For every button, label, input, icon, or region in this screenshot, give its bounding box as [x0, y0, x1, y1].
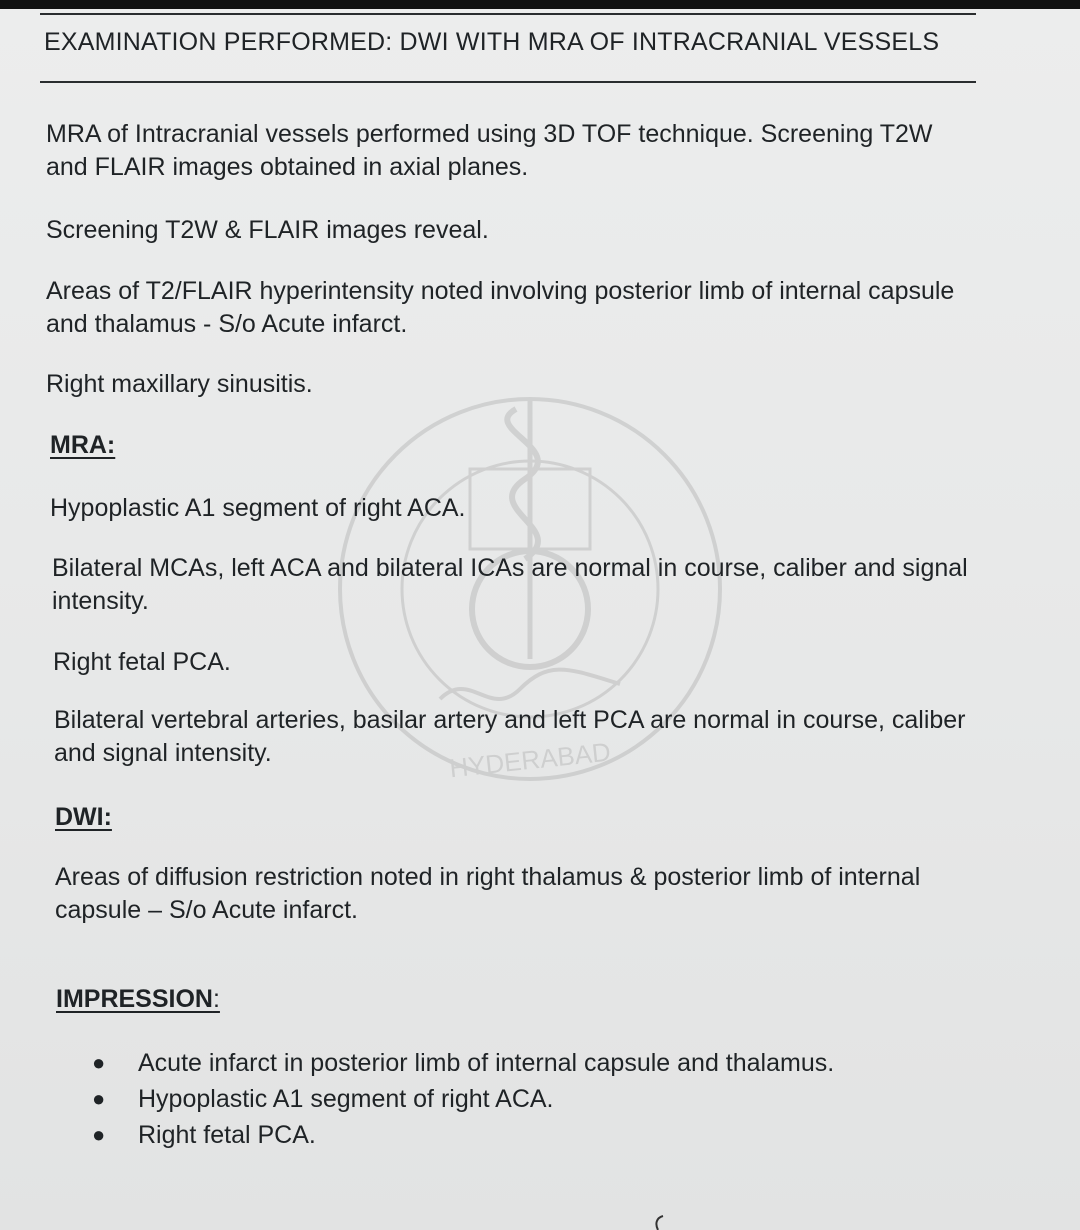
mra-heading: MRA: [50, 431, 116, 459]
dwi-finding: Areas of diffusion restriction noted in right thalamus & posterior limb of internal capsule – S/o Acute infarct. [55, 863, 921, 924]
top-edge-bar [0, 0, 1080, 9]
finding-sinusitis: Right maxillary sinusitis. [46, 370, 313, 398]
impression-heading-text: IMPRESSION [56, 985, 213, 1013]
report-page [0, 9, 1080, 1230]
header-bottom-rule [40, 81, 976, 83]
impression-item [92, 1045, 834, 1081]
bullet-icon: ● [92, 1122, 106, 1147]
impression-heading-colon: : [212, 985, 220, 1013]
header-top-rule [40, 13, 976, 15]
bullet-icon: ● [92, 1086, 106, 1111]
finding-infarct-text: Areas of T2/FLAIR hyperintensity noted involving posterior limb of internal capsule and thalamus - S/o Acute infarct. [46, 277, 955, 338]
mra-finding-a1: Hypoplastic A1 segment of right ACA. [50, 494, 466, 522]
mra-finding-mcas: Bilateral MCAs, left ACA and bilateral ICAs are normal in course, caliber and signal intensity. [52, 554, 968, 615]
dwi-heading: DWI: [55, 803, 112, 831]
screening-intro: Screening T2W & FLAIR images reveal. [46, 216, 489, 244]
impression-item-text: Acute infarct in posterior limb of internal capsule and thalamus. [138, 1049, 835, 1077]
impression-item-text: Hypoplastic A1 segment of right ACA. [138, 1085, 554, 1113]
bullet-icon: ● [92, 1050, 106, 1075]
mra-finding-fetal-pca: Right fetal PCA. [53, 648, 231, 676]
technique-text: MRA of Intracranial vessels performed using 3D TOF technique. Screening T2W and FLAIR images obtained in axial planes. [46, 120, 933, 181]
examination-performed: EXAMINATION PERFORMED: DWI WITH MRA OF INTRACRANIAL VESSELS [44, 28, 940, 56]
impression-heading [56, 985, 220, 1014]
impression-item [92, 1117, 834, 1153]
mra-finding-vertebral: Bilateral vertebral arteries, basilar artery and left PCA are normal in course, caliber and signal intensity. [54, 706, 966, 767]
impression-item-text: Right fetal PCA. [138, 1121, 316, 1149]
impression-list [92, 1045, 834, 1153]
impression-item [92, 1081, 834, 1117]
page-curl-mark-icon [652, 1214, 666, 1230]
watermark-city: HYDERABAD [447, 736, 613, 784]
